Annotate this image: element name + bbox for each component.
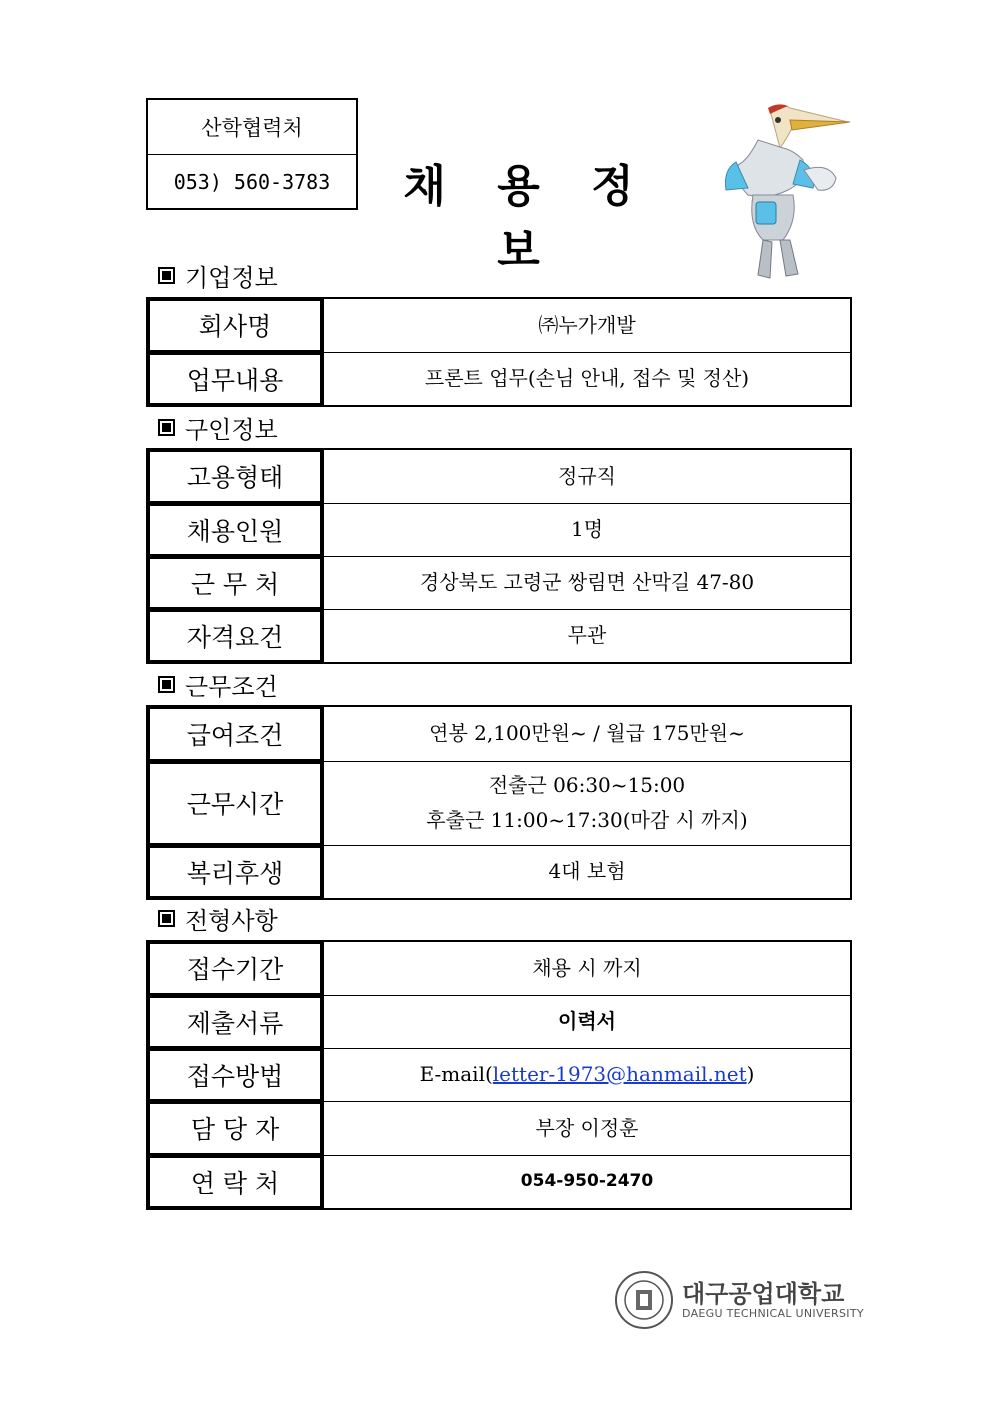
- row-label: 근무시간: [147, 761, 323, 845]
- section-heading-text: 전형사항: [185, 907, 278, 935]
- table-row: [147, 941, 851, 995]
- filled-square-icon: [158, 419, 175, 436]
- table-row: [147, 556, 851, 609]
- section-work-conditions: [158, 667, 278, 702]
- table-row: [147, 503, 851, 556]
- table-row: [147, 1048, 851, 1101]
- university-emblem-icon: [614, 1270, 674, 1330]
- table-row: [147, 298, 851, 352]
- email-prefix: E-mail(: [419, 1062, 493, 1086]
- university-logo: [614, 1270, 864, 1330]
- row-value: [323, 1048, 851, 1101]
- row-label: 고용형태: [147, 449, 323, 503]
- table-row: [147, 761, 851, 845]
- row-value: 무관: [323, 609, 851, 663]
- table-row: [147, 706, 851, 761]
- table-row: [147, 352, 851, 406]
- row-value: 054-950-2470: [323, 1155, 851, 1209]
- logo-name: 대구공업대학교: [682, 1279, 845, 1308]
- row-label: 담 당 자: [147, 1101, 323, 1155]
- section-heading-text: 구인정보: [185, 416, 278, 444]
- table-row: [147, 1101, 851, 1155]
- work-conditions-table: [146, 705, 852, 900]
- table-row: [147, 449, 851, 503]
- row-value: 프론트 업무(손님 안내, 접수 및 정산): [323, 352, 851, 406]
- contact-label: 산학협력처: [201, 116, 303, 140]
- mascot-crane-image: [708, 100, 853, 285]
- page-title: 채 용 정 보: [403, 161, 652, 276]
- row-label: 회사명: [147, 298, 323, 352]
- row-label: 접수방법: [147, 1048, 323, 1101]
- row-value: [323, 761, 851, 845]
- row-label: 채용인원: [147, 503, 323, 556]
- row-label: 근 무 처: [147, 556, 323, 609]
- row-value: 정규직: [323, 449, 851, 503]
- filled-square-icon: [158, 910, 175, 927]
- row-value: ㈜누가개발: [323, 298, 851, 352]
- row-value: 부장 이정훈: [323, 1101, 851, 1155]
- row-label: 급여조건: [147, 706, 323, 761]
- filled-square-icon: [158, 267, 175, 284]
- table-row: [147, 845, 851, 899]
- table-row: [147, 1155, 851, 1209]
- row-value: 1명: [323, 503, 851, 556]
- section-company-info: [158, 258, 278, 293]
- table-row: [147, 609, 851, 663]
- logo-english-name: DAEGU TECHNICAL UNIVERSITY: [682, 1306, 864, 1320]
- row-label: 연 락 처: [147, 1155, 323, 1209]
- selection-process-table: [146, 940, 852, 1210]
- company-info-table: [146, 297, 852, 407]
- filled-square-icon: [158, 676, 175, 693]
- value-line: 후출근 11:00~17:30(마감 시 까지): [426, 808, 748, 832]
- contact-box: [146, 98, 358, 210]
- row-value: 4대 보험: [323, 845, 851, 899]
- row-label: 업무내용: [147, 352, 323, 406]
- row-label: 제출서류: [147, 995, 323, 1048]
- row-value: 연봉 2,100만원~ / 월급 175만원~: [323, 706, 851, 761]
- table-row: [147, 995, 851, 1048]
- row-value: 채용 시 까지: [323, 941, 851, 995]
- row-label: 자격요건: [147, 609, 323, 663]
- row-label: 복리후생: [147, 845, 323, 899]
- row-label: 접수기간: [147, 941, 323, 995]
- section-recruit-info: [158, 410, 278, 445]
- section-heading-text: 기업정보: [185, 264, 278, 292]
- email-link[interactable]: letter-1973@hanmail.net: [492, 1062, 747, 1086]
- row-value: 이력서: [323, 995, 851, 1048]
- contact-phone: 053) 560-3783: [148, 154, 356, 208]
- value-line: 전출근 06:30~15:00: [488, 773, 686, 797]
- recruit-info-table: [146, 448, 852, 664]
- section-selection-process: [158, 901, 278, 936]
- section-heading-text: 근무조건: [185, 673, 278, 701]
- row-value: 경상북도 고령군 쌍림면 산막길 47-80: [323, 556, 851, 609]
- email-suffix: ): [746, 1062, 755, 1086]
